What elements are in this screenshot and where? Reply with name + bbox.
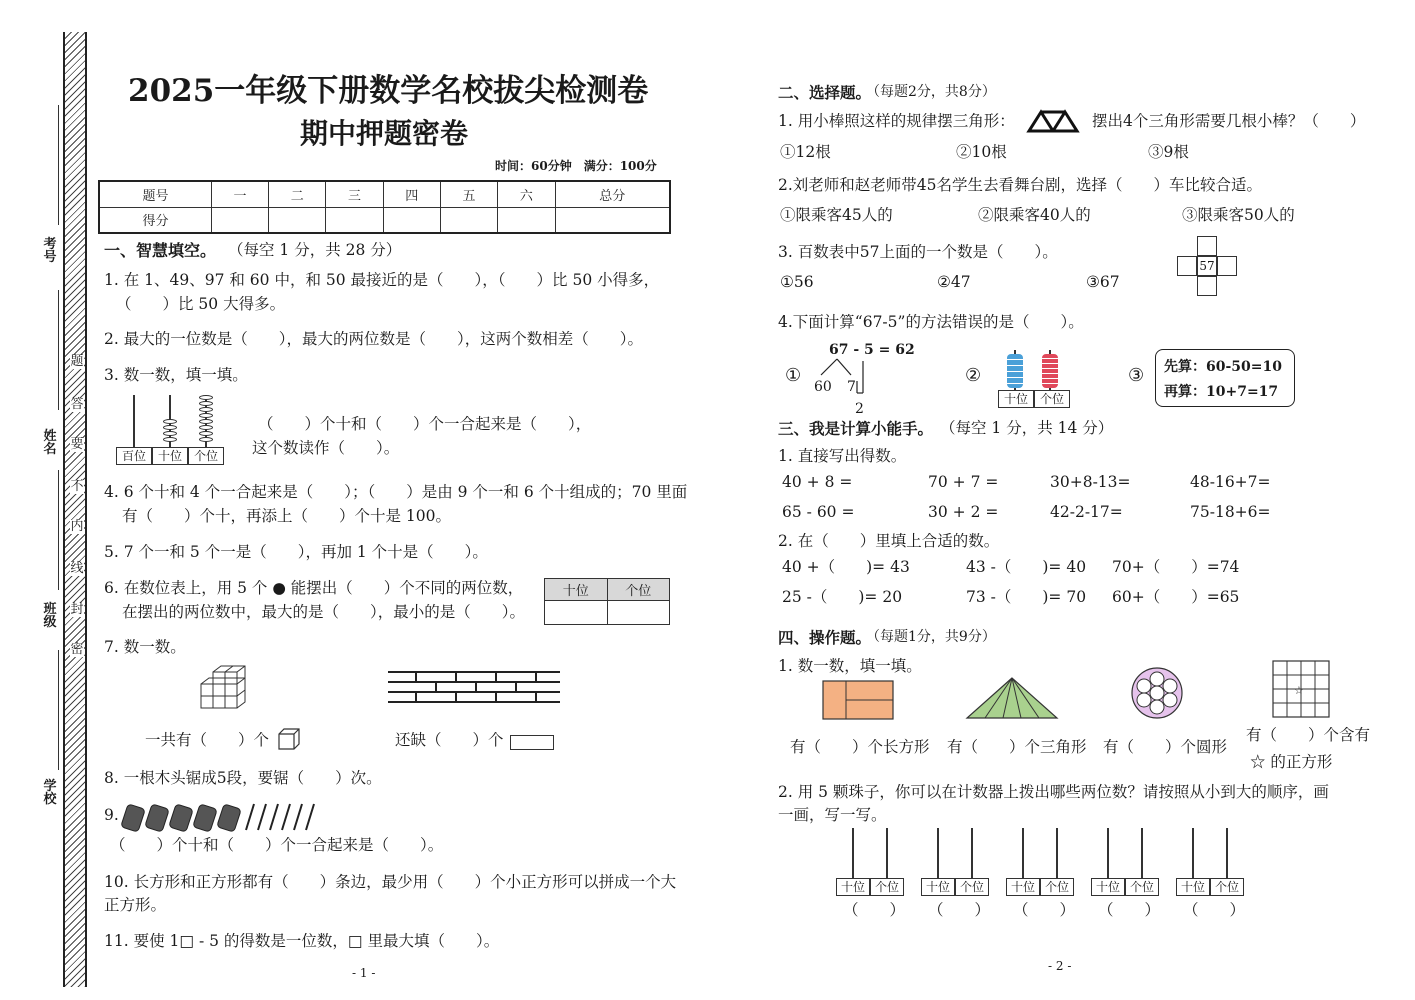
- fill-item: 43 -（ )= 40: [966, 558, 1087, 576]
- place-cell-ones[interactable]: [607, 601, 670, 625]
- abacus-label-tens: 十位: [1006, 878, 1040, 896]
- score-header-cell: 一: [211, 181, 268, 207]
- section-4-heading: 四、操作题。: [778, 628, 872, 647]
- calc-item: 48-16+7=: [1190, 473, 1271, 491]
- brick-icon: [510, 735, 554, 750]
- abacus-label-tens: 十位: [152, 447, 188, 465]
- abacus-label-tens: 十位: [1091, 878, 1125, 896]
- choice-1-text-a: 1. 用小棒照这样的规律摆三角形：: [778, 112, 1015, 130]
- seal-char: 答: [70, 397, 84, 412]
- score-header-cell: 六: [498, 181, 555, 207]
- abacus-label-ones: 个位: [1034, 390, 1070, 408]
- chart-cell-blank: [1197, 236, 1217, 256]
- place-cell-tens[interactable]: [545, 601, 608, 625]
- abacus-bead: [163, 437, 177, 442]
- question-9-answer: （ ）个十和（ ）个一合起来是（ ）。: [110, 836, 444, 854]
- class-label: 班级: [43, 602, 57, 630]
- choice-4-opt3-line-2: 再算：10+7=17: [1164, 384, 1279, 400]
- operation-caption-rectangles: 有（ ）个长方形: [790, 738, 930, 756]
- question-9: 9.: [104, 806, 119, 824]
- choice-4-opt3-line-1: 先算：60-50=10: [1164, 359, 1282, 375]
- page-number-2: - 2 -: [1048, 959, 1072, 973]
- abacus-rod: [1141, 828, 1143, 878]
- abacus-answer: （ ）: [1013, 901, 1076, 919]
- seal-char: 要: [70, 437, 84, 452]
- abacus-rod: [1107, 828, 1109, 878]
- abacus-label-ones: 个位: [955, 878, 989, 896]
- choice-4-opt1-part-a: 60: [814, 379, 832, 395]
- operation-q2-line-1: 2. 用 5 颗珠子，你可以在计数器上拨出哪些两位数？请按照从小到大的顺序，画: [778, 783, 1329, 801]
- question-6-line-1: 6. 在数位表上，用 5 个 ● 能摆出（ ）个不同的两位数，: [104, 579, 524, 597]
- score-table-score-row: [99, 207, 670, 233]
- section-2-note: （每题2分，共8分）: [866, 84, 996, 100]
- abacus-bead: [163, 431, 177, 436]
- abacus-label-tens: 十位: [998, 390, 1034, 408]
- score-header-cell: 题号: [99, 181, 211, 207]
- operation-caption-circles: 有（ ）个圆形: [1103, 738, 1228, 756]
- score-cell[interactable]: [498, 207, 555, 233]
- score-header-cell: 四: [383, 181, 440, 207]
- score-row-label: 得分: [99, 207, 211, 233]
- abacus-bead: [199, 419, 213, 424]
- cube-icon: [277, 727, 301, 751]
- place-header-tens: 十位: [545, 579, 608, 601]
- abacus-bead: [163, 425, 177, 430]
- question-3-text-1: （ ）个十和（ ）个一合起来是（ ），: [258, 415, 592, 433]
- grid-square-figure: [1272, 660, 1330, 718]
- score-table: [98, 180, 671, 234]
- choice-3-option-3: ③67: [1086, 273, 1120, 291]
- exam-number-line: [58, 105, 59, 225]
- class-line: [58, 470, 59, 590]
- fill-item: 73 -（ )= 70: [966, 588, 1087, 606]
- question-6-place-table: [544, 578, 670, 625]
- question-7: 7. 数一数。: [104, 638, 186, 656]
- seal-char: 内: [70, 519, 84, 534]
- question-5: 5. 7 个一和 5 个一是（ ），再加 1 个十是（ ）。: [104, 543, 488, 561]
- question-2: 2. 最大的一位数是（ ），最大的两位数是（ ），这两个数相差（ ）。: [104, 330, 643, 348]
- score-cell[interactable]: [326, 207, 383, 233]
- question-4-line-1: 4. 6 个十和 4 个一合起来是（ ）；（ ）是由 9 个一和 6 个十组成的；70 里面: [104, 483, 688, 501]
- operation-caption-squares-b: ☆ 的正方形: [1250, 753, 1333, 771]
- question-10-line-2: 正方形。: [104, 896, 167, 914]
- seal-char: 不: [70, 479, 84, 494]
- abacus-bead: [199, 437, 213, 442]
- choice-3: 3. 百数表中57上面的一个数是（ ）。: [778, 243, 1058, 261]
- calc-item: 30 + 2 =: [928, 503, 999, 521]
- chart-cell-57: 57: [1197, 256, 1217, 276]
- calc-q2: 2. 在（ ）里填上合适的数。: [778, 532, 1000, 550]
- section-3-note: （每空 1 分，共 14 分）: [940, 419, 1114, 437]
- operation-caption-squares-a: 有（ ）个含有: [1246, 726, 1371, 744]
- choice-1-option-1: ①12根: [780, 143, 831, 161]
- choice-4-opt1-equation: 67 - 5 = 62: [829, 342, 915, 358]
- choice-1-text-b: 摆出4个三角形需要几根小棒？（ ）: [1092, 112, 1366, 130]
- chart-cell-blank: [1177, 256, 1197, 276]
- abacus-bead: [199, 425, 213, 430]
- abacus-answer: （ ）: [843, 901, 906, 919]
- page-subtitle: 期中押题密卷: [300, 117, 469, 150]
- abacus-rod-hundreds: [133, 395, 135, 447]
- triangle-sticks-figure: [1026, 108, 1084, 134]
- abacus-label-tens: 十位: [836, 878, 870, 896]
- blue-beads: [1007, 354, 1023, 388]
- seal-char: 封: [70, 602, 84, 617]
- abacus-rod: [1226, 828, 1228, 878]
- score-header-cell: 总分: [555, 181, 670, 207]
- score-table-header-row: [99, 181, 670, 207]
- abacus-bead: [199, 431, 213, 436]
- question-10-line-1: 10. 长方形和正方形都有（ ）条边，最少用（ ）个小正方形可以拼成一个大: [104, 873, 677, 891]
- choice-4-mark-2: ②: [965, 365, 982, 386]
- question-7-answer-a: 一共有（ ）个: [145, 731, 270, 749]
- abacus-bead: [199, 401, 213, 406]
- section-1-heading: 一、智慧填空。: [104, 241, 217, 260]
- question-1-line-2: （ ）比 50 大得多。: [116, 295, 286, 313]
- calc-item: 40 + 8 =: [782, 473, 853, 491]
- abacus-rod: [1022, 828, 1024, 878]
- choice-2-option-2: ②限乘客40人的: [978, 206, 1091, 224]
- cubes-figure: [195, 660, 255, 712]
- question-7-answer-b: 还缺（ ）个: [395, 731, 504, 749]
- abacus-rod: [1192, 828, 1194, 878]
- score-header-cell: 五: [440, 181, 497, 207]
- page-title: 2025一年级下册数学名校拔尖检测卷: [128, 73, 649, 109]
- question-6-line-2: 在摆出的两位数中，最大的是（ ），最小的是（ ）。: [122, 603, 526, 621]
- chart-cell-blank: [1197, 276, 1217, 296]
- score-cell[interactable]: [555, 207, 670, 233]
- exam-meta: 时间：60分钟 满分：100分: [495, 159, 657, 173]
- choice-4: 4.下面计算“67-5”的方法错误的是（ ）。: [778, 313, 1084, 331]
- score-header-cell: 二: [269, 181, 326, 207]
- svg-text:☆: ☆: [1294, 684, 1304, 697]
- abacus-bead: [199, 407, 213, 412]
- choice-1-option-2: ②10根: [956, 143, 1007, 161]
- abacus-answer: （ ）: [1098, 901, 1161, 919]
- exam-number-label: 考号: [43, 237, 57, 265]
- abacus-label-ones: 个位: [1125, 878, 1159, 896]
- section-3-heading: 三、我是计算小能手。: [778, 419, 934, 438]
- section-2-heading: 二、选择题。: [778, 83, 872, 102]
- abacus-label-tens: 十位: [1176, 878, 1210, 896]
- margin-hatch: [63, 32, 87, 987]
- section-1-note: （每空 1 分，共 28 分）: [228, 241, 402, 259]
- seal-char: 题: [70, 354, 84, 369]
- score-cell[interactable]: [211, 207, 268, 233]
- abacus-answer: （ ）: [928, 901, 991, 919]
- sticks-bundles-figure: [120, 800, 315, 834]
- page-number-1: - 1 -: [352, 966, 376, 980]
- choice-2-option-1: ①限乘客45人的: [780, 206, 893, 224]
- triangles-figure: [965, 676, 1059, 720]
- abacus-rod: [852, 828, 854, 878]
- chart-cell-blank: [1217, 256, 1237, 276]
- seal-char: 密: [70, 642, 84, 657]
- question-1-line-1: 1. 在 1、49、97 和 60 中，和 50 最接近的是（ ），（ ）比 50 小得多，: [104, 271, 660, 289]
- operation-caption-triangles: 有（ ）个三角形: [947, 738, 1087, 756]
- choice-4-opt1-part-b: 7: [847, 379, 856, 395]
- fill-item: 25 -（ )= 20: [782, 588, 903, 606]
- abacus-answer: （ ）: [1183, 901, 1246, 919]
- school-line: [58, 650, 59, 770]
- abacus-rod: [971, 828, 973, 878]
- calc-item: 70 + 7 =: [928, 473, 999, 491]
- calc-item: 42-2-17=: [1050, 503, 1123, 521]
- score-header-cell: 三: [326, 181, 383, 207]
- fill-item: 60+（ ）=65: [1112, 588, 1240, 606]
- calc-item: 75-18+6=: [1190, 503, 1271, 521]
- abacus-label-hundreds: 百位: [116, 447, 152, 465]
- choice-3-option-1: ①56: [780, 273, 814, 291]
- abacus-label-tens: 十位: [921, 878, 955, 896]
- question-8: 8. 一根木头锯成5段，要锯（ ）次。: [104, 769, 382, 787]
- abacus-bead: [199, 413, 213, 418]
- question-4-line-2: 有（ ）个十，再添上（ ）个十是 100。: [122, 507, 452, 525]
- operation-q2-line-2: 一画，写一写。: [778, 806, 887, 824]
- operation-q1: 1. 数一数，填一填。: [778, 657, 922, 675]
- calc-q1: 1. 直接写出得数。: [778, 447, 907, 465]
- place-header-ones: 个位: [607, 579, 670, 601]
- choice-2-option-3: ③限乘客50人的: [1182, 206, 1295, 224]
- choice-4-opt1-part-c: 2: [855, 401, 864, 417]
- question-3: 3. 数一数，填一填。: [104, 366, 248, 384]
- abacus-bead: [199, 395, 213, 400]
- choice-4-mark-1: ①: [785, 365, 802, 386]
- score-cell[interactable]: [269, 207, 326, 233]
- fill-item: 70+（ ）=74: [1112, 558, 1240, 576]
- choice-2: 2.刘老师和赵老师带45名学生去看舞台剧，选择（ ）车比较合适。: [778, 176, 1263, 194]
- calc-item: 65 - 60 =: [782, 503, 855, 521]
- school-label: 学校: [43, 779, 57, 807]
- fill-item: 40 +（ )= 43: [782, 558, 910, 576]
- choice-4-mark-3: ③: [1128, 365, 1145, 386]
- section-4-note: （每题1分，共9分）: [866, 629, 996, 645]
- abacus-label-ones: 个位: [1210, 878, 1244, 896]
- score-cell[interactable]: [440, 207, 497, 233]
- circles-figure: [1130, 666, 1184, 720]
- question-3-text-2: 这个数读作（ ）。: [252, 439, 400, 457]
- choice-1-option-3: ③9根: [1148, 143, 1189, 161]
- question-11: 11. 要使 1□ - 5 的得数是一位数，□ 里最大填（ ）。: [104, 932, 500, 950]
- red-beads: [1042, 354, 1058, 388]
- brick-wall-figure: [386, 670, 562, 706]
- abacus-rod: [886, 828, 888, 878]
- name-label: 姓名: [43, 429, 57, 457]
- rectangles-figure: [822, 680, 894, 720]
- abacus-bead: [163, 419, 177, 424]
- choice-3-option-2: ②47: [937, 273, 971, 291]
- score-cell[interactable]: [383, 207, 440, 233]
- abacus-label-ones: 个位: [1040, 878, 1074, 896]
- calc-item: 30+8-13=: [1050, 473, 1131, 491]
- abacus-rod: [937, 828, 939, 878]
- abacus-label-ones: 个位: [188, 447, 224, 465]
- abacus-rod: [1056, 828, 1058, 878]
- name-line: [58, 290, 59, 410]
- abacus-label-ones: 个位: [870, 878, 904, 896]
- seal-char: 线: [70, 561, 84, 576]
